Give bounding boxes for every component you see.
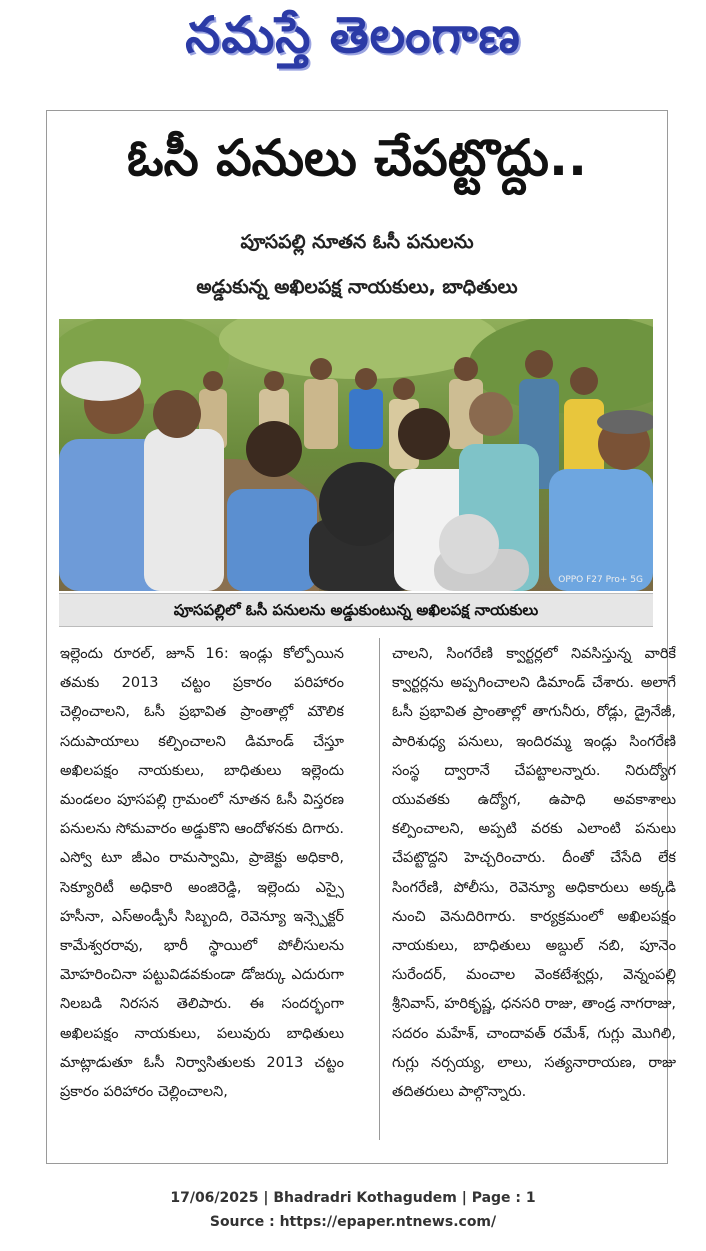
newspaper-masthead (0, 6, 706, 76)
article-body-left: ఇల్లెందు రూరల్, జూన్ 16: ఇండ్లు కోల్పోయిన తమకు 2013 చట్టం ప్రకారం పరిహారం చెల్లించాలని, ఓసీ ప్రభావిత ప్రాంతాల్లో మౌలిక సదుపాయాలు కల్పించాలని డిమాండ్ చేస్తూ అఖిలపక్షం నాయకులు, బాధితులు ఇల్లెందు మండలం పూసపల్లి గ్రామంలో నూతన ఓసీ విస్తరణ పనులను సోమవారం అడ్డుకొని ఆందోళనకు దిగారు. ఎస్వో టూ జీఎం రామస్వామి, ప్రాజెక్టు అధికారి, సెక్యూరిటీ అధికారి అంజిరెడ్డి, ఇల్లెందు ఎస్సై హసీనా, ఎస్అండ్పీసీ సిబ్బంది, రెవెన్యూ ఇన్స్పెక్టర్ కామేశ్వరరావు, భారీ స్థాయిలో పోలీసులను మోహరించినా పట్టువిడవకుండా డోజర్కు ఎదురుగా నిలబడి నిరసన తెలిపారు. ఈ సందర్భంగా అఖిలపక్షం నాయకులు, పలువురు బాధితులు మాట్లాడుతూ ఓసీ నిర్వాసితులకు 2013 చట్టం ప్రకారం పరిహారం చెల్లించాలని, (60, 646, 344, 1101)
article-body-right: చాలని, సింగరేణి క్వార్టర్లలో నివసిస్తున్న వారికే క్వార్టర్లను అప్పగించాలని డిమాండ్ చేశారు. అలాగే ఓసీ ప్రభావిత ప్రాంతాల్లో తాగునీరు, రోడ్లు, డ్రైనేజీ, పారిశుధ్య పనులు, ఇందిరమ్మ ఇండ్లు సింగరేణి సంస్థ ద్వారానే చేపట్టాలన్నారు. నిరుద్యోగ యువతకు ఉద్యోగ, ఉపాధి అవకాశాలు కల్పించాలని, అప్పటి వరకు ఎలాంటి పనులు చేపట్టొద్దని హెచ్చరించారు. దీంతో చేసేది లేక సింగరేణి, పోలీసు, రెవెన్యూ అధికారులు అక్కడి నుంచి వెనుదిరిగారు. కార్యక్రమంలో అఖిలపక్షం నాయకులు, బాధితులు అబ్దుల్ నబి, పూనెం సురేందర్, మంచాల వెంకటేశ్వర్లు, వెన్నంపల్లి శ్రీనివాస్, హరికృష్ణ, ధనసరి రాజు, తాండ్ర నాగరాజు, సదరం మహేశ్, చాందావత్ రమేశ్, గుగ్లు మొగిలి, గుగ్లు నర్సయ్య, లాలు, సత్యనారాయణ, రాజు తదితరులు పాల్గొన్నారు. (392, 646, 676, 1101)
article-subheadline-1: పూసపల్లి నూతన ఓసీ పనులను (240, 231, 474, 253)
masthead-logo: నమస్తే తెలంగాణ (185, 5, 521, 64)
article-column-right (392, 640, 676, 1150)
column-divider (379, 638, 380, 1140)
photo-caption: పూసపల్లిలో ఓసీ పనులను అడ్డుకుంటున్న అఖిలపక్ష నాయకులు (59, 593, 653, 627)
camera-watermark: OPPO F27 Pro+ 5G (558, 575, 643, 585)
protest-scene-illustration (59, 319, 653, 591)
article-headline: ఓసీ పనులు చేపట్టొద్దు.. (127, 129, 587, 187)
footer-source-link[interactable]: Source : https://epaper.ntnews.com/ (209, 1214, 497, 1230)
article-column-left (60, 640, 344, 1150)
footer-edition-info: 17/06/2025 | Bhadradri Kothagudem | Page : 1 (170, 1190, 536, 1206)
article-subheadline-2: అడ్డుకున్న అఖిలపక్ష నాయకులు, బాధితులు (196, 276, 518, 298)
news-photo (59, 319, 653, 591)
